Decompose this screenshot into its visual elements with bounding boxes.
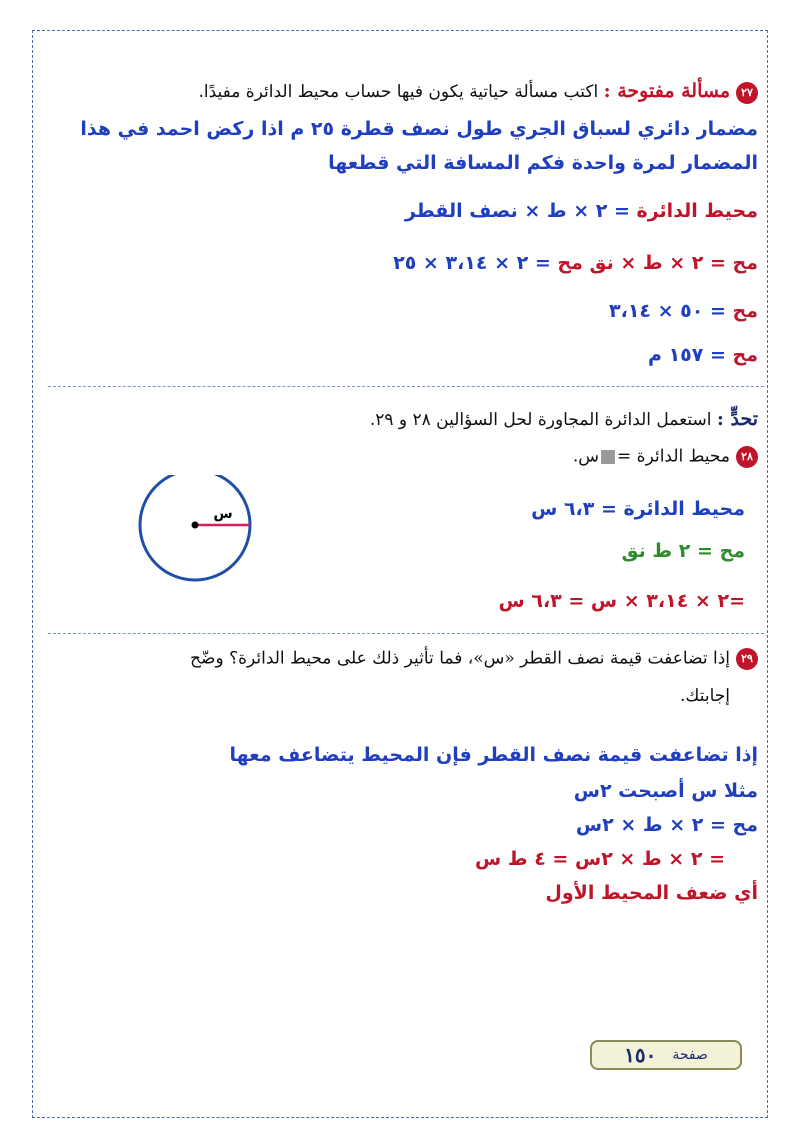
answer-27-step-2 (609, 300, 758, 322)
formula-label: محيط الدائرة (636, 200, 758, 222)
answer-27-step-3 (648, 344, 758, 366)
answer-28-line-2: مح = ٢ ط نق (621, 540, 745, 562)
answer-28-line-1: محيط الدائرة = ٦،٣ س (531, 498, 745, 520)
answer-29-line-3: مح = ٢ × ط × ٢س (575, 814, 758, 836)
challenge-header (370, 408, 758, 430)
question-text: إذا تضاعفت قيمة نصف القطر «س»، فما تأثير ذلك على محيط الدائرة؟ وضّح (190, 648, 730, 669)
blank-square-icon (601, 450, 615, 464)
question-text: اكتب مسألة حياتية يكون فيها حساب محيط الدائرة مفيدًا. (198, 82, 604, 102)
question-27 (198, 80, 758, 104)
question-number-badge: ٢٩ (736, 648, 758, 670)
step-3-label: مح (732, 344, 758, 366)
step-1-label: مح (557, 252, 590, 274)
answer-29-line-5: أي ضعف المحيط الأول (545, 882, 758, 904)
answer-27-problem-line-2: المضمار لمرة واحدة فكم المسافة التي قطعها (328, 152, 758, 174)
question-29-line-1 (190, 648, 758, 670)
question-text-after: س. (572, 446, 600, 467)
page-label: صفحة (672, 1047, 708, 1063)
answer-27-step-1 (393, 252, 758, 274)
answer-27-formula (405, 200, 758, 222)
challenge-title: تحدٍّ : (716, 408, 758, 430)
question-28 (573, 446, 758, 468)
circle-diagram (135, 475, 255, 585)
step-1-values: = ٢ × ٣،١٤ × ٢٥ (393, 252, 558, 274)
step-1-formula: مح = ٢ × ط × نق (589, 252, 758, 274)
answer-27-problem-line-1: مضمار دائري لسباق الجري طول نصف قطرة ٢٥ م اذا ركض احمد في هذا (80, 118, 758, 140)
question-title: مسألة مفتوحة : (603, 80, 730, 102)
challenge-text: استعمل الدائرة المجاورة لحل السؤالين ٢٨ و ٢٩. (369, 410, 717, 430)
answer-29-line-2: مثلا س أصبحت ٢س (573, 780, 758, 802)
question-number-badge: ٢٨ (736, 446, 758, 468)
page-number: ١٥٠ (624, 1043, 657, 1067)
section-divider (48, 386, 764, 387)
answer-29-line-1: إذا تضاعفت قيمة نصف القطر فإن المحيط يتضاعف معها (229, 744, 758, 766)
answer-29-line-4: = ٢ × ط × ٢س = ٤ ط س (475, 848, 725, 870)
question-29-line-2: إجابتك. (679, 686, 730, 706)
question-number-badge: ٢٧ (736, 82, 758, 104)
section-divider (48, 633, 764, 634)
center-point (192, 522, 199, 529)
answer-28-line-3: =٢ × ٣،١٤ × س = ٦،٣ س (498, 590, 745, 612)
step-2-label: مح (732, 300, 758, 322)
formula-body: = ٢ × ط × نصف القطر (404, 200, 637, 222)
question-text-before: محيط الدائرة = (617, 446, 730, 467)
page-number-box (590, 1040, 742, 1070)
step-3-result: = ١٥٧ م (648, 344, 733, 366)
radius-label: س (213, 506, 233, 522)
step-2-values: = ٥٠ × ٣،١٤ (609, 300, 733, 322)
